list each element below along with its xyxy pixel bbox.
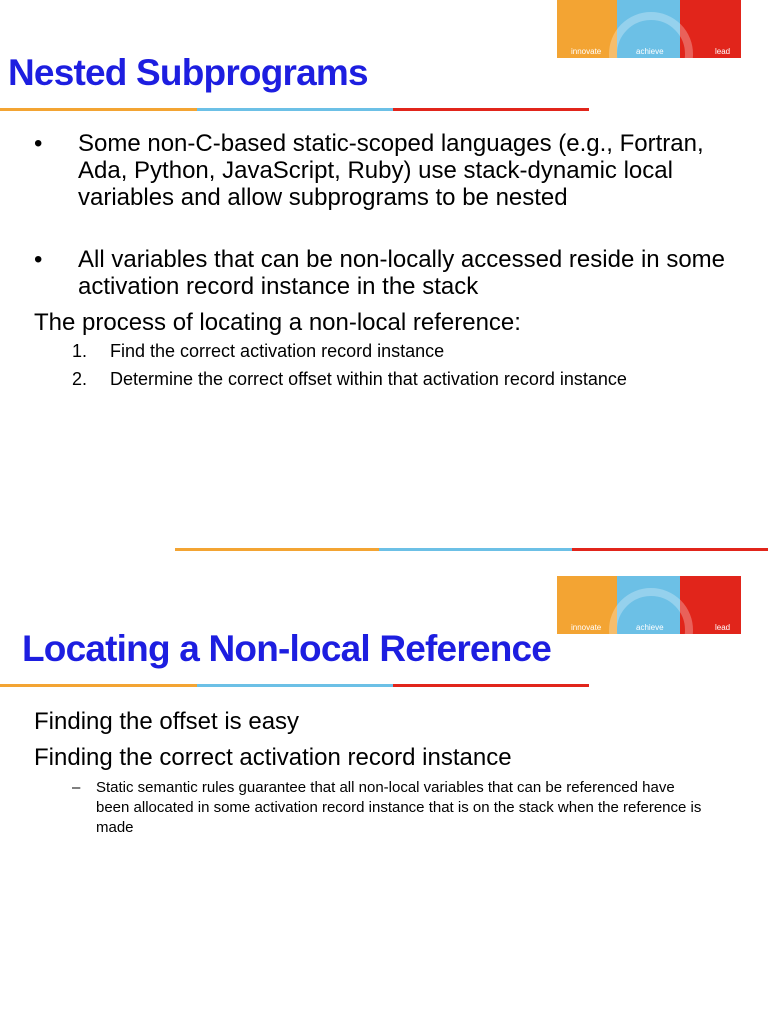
brand-badge xyxy=(557,0,741,58)
content-line: Finding the correct activation record instance xyxy=(34,744,512,771)
badge-lead-label: lead xyxy=(715,47,731,56)
badge-innovate xyxy=(557,576,617,634)
step-number: 1. xyxy=(72,341,88,361)
step-number: 2. xyxy=(72,369,88,389)
dash-marker: – xyxy=(72,779,81,796)
bullet-item: Some non-C-based static-scoped languages (e.g., Fortran, Ada, Python, JavaScript, Ruby) use stack-dynamic local variables and allow subprograms to be nested xyxy=(78,130,704,211)
step-item: Determine the correct offset within that activation record instance xyxy=(110,369,627,389)
badge-innovate-label: innovate xyxy=(571,47,602,56)
badge-innovate-label: innovate xyxy=(571,623,602,632)
process-heading: The process of locating a non-local reference: xyxy=(34,309,521,336)
bullet-marker: • xyxy=(34,130,43,157)
badge-innovate xyxy=(557,0,617,58)
slide-title: Locating a Non-local Reference xyxy=(22,628,552,669)
slide-locating-non-local-reference xyxy=(0,552,768,1024)
title-divider xyxy=(0,684,589,687)
title-divider xyxy=(0,108,589,111)
slide-title: Nested Subprograms xyxy=(8,52,368,93)
brand-badge xyxy=(557,576,741,634)
badge-lead-label: lead xyxy=(715,623,731,632)
bullet-item: All variables that can be non-locally accessed reside in some activation record instance in the stack xyxy=(78,246,726,300)
sub-bullet-item: Static semantic rules guarantee that all non-local variables that can be referenced have been allocated in some activation record instance that is on the stack when the reference is made xyxy=(96,779,702,836)
bullet-marker: • xyxy=(34,246,43,273)
slide-divider xyxy=(175,548,768,551)
badge-achieve-label: achieve xyxy=(636,623,664,632)
step-item: Find the correct activation record instance xyxy=(110,341,445,361)
content-line: Finding the offset is easy xyxy=(34,708,300,735)
badge-achieve-label: achieve xyxy=(636,47,664,56)
